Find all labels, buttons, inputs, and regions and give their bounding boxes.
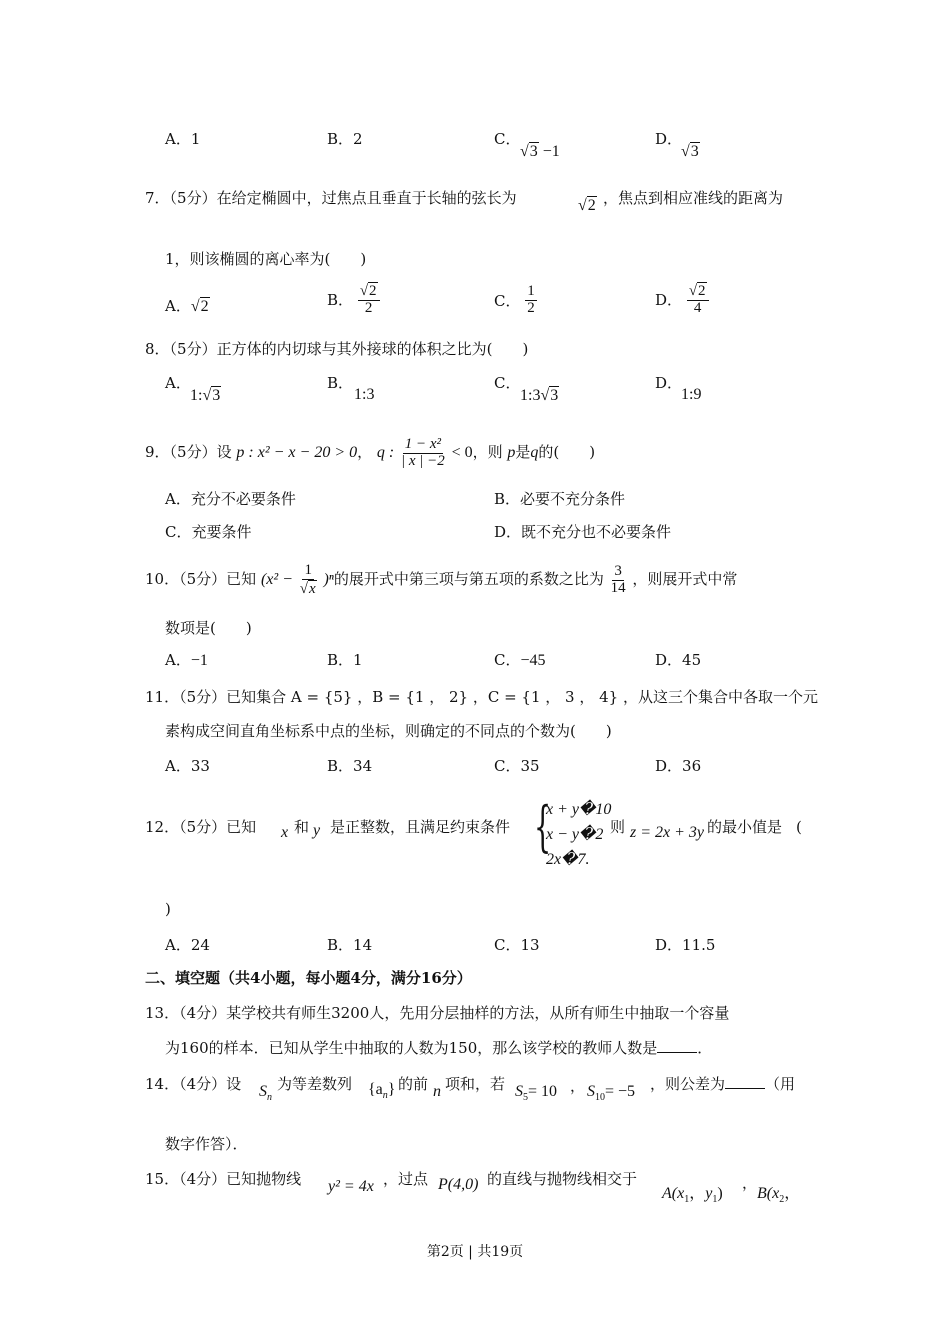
q7-option-b-fraction: $\frac{√2}{2}$ [358,282,380,317]
q15-parabola: y² = 4x [328,1178,374,1195]
q14-s10: $S_{10}= -5$ [587,1083,636,1104]
q8-stem: 8．（5分）正方体的内切球与其外接球的体积之比为( ) [145,340,529,358]
q14-comma: ， [570,1077,586,1095]
q12-and: 和 [294,818,310,836]
q8-option-b-value: 1:3 [354,386,375,403]
q9-option-c: C．充要条件 [165,523,252,541]
q8-option-d-value: 1:9 [681,386,702,403]
q7-option-c-fraction: $\frac{1}{2}$ [527,283,535,316]
q15-sep: ， [742,1174,758,1192]
q12-option-a: A．24 [165,936,210,954]
q12-var-y: y [313,822,321,839]
q12-then: 则 [610,818,626,836]
q7-stem-line1: 7．（5分）在给定椭圆中，过焦点且垂直于长轴的弦长为 [145,189,517,207]
q12-stem-a: 12．（5分）已知 [145,818,257,836]
q10-option-b: B．1 [327,651,363,669]
q14-s5: $S_5= 10$ [515,1083,558,1104]
q12-close-paren: ) [165,900,171,918]
q12-constraint-3: 2x�7. [546,851,590,868]
q7-stem-line1b: ，焦点到相应准线的距离为 [603,189,784,207]
q12-stem-b: 是正整数，且满足约束条件 [330,818,511,836]
q13-answer-blank [657,1038,697,1053]
q14-sn: $S_n$ [259,1083,272,1104]
q15-point-b: $B(x_2$， [757,1185,801,1206]
q7-option-b: B． $\frac{√2}{2}$ [327,282,380,317]
q12-option-b: B．14 [327,936,373,954]
q6-option-b: B．2 [327,130,363,148]
q14-n: n [433,1083,441,1100]
q12-stem-c: 的最小值是 [707,818,783,836]
q6-option-a: A．1 [165,130,201,148]
q6-option-c: C． [494,130,521,148]
q14-stem-c: 的前 [398,1075,429,1093]
q15-stem-c: 的直线与抛物线相交于 [487,1170,638,1188]
q10-option-d: D．45 [655,651,702,669]
q14-stem-line2: 数字作答）． [165,1135,248,1153]
q14-stem-e: ，则公差为 （用 [650,1075,796,1093]
page-footer: 第2页 | 共19页 [426,1244,524,1260]
q9-option-b: B．必要不充分条件 [494,490,626,508]
q6-option-d: D． [655,130,683,148]
q7-option-d: D． $\frac{√2}{4}$ [655,282,709,317]
q9-q-fraction: $\frac{\text{1 − x²}}{| x | -2}$ [401,435,445,469]
q12-constraint-1: x + y�10 [546,801,612,818]
q11-option-c: C．35 [494,757,540,775]
q12-system-brace: { [534,795,552,858]
q12-constraint-2: x − y�2 [546,826,604,843]
q12-open-paren: ( [796,818,802,836]
q11-option-d: D．36 [655,757,702,775]
q6-option-c-value: √3 −1 [520,143,560,160]
q8-option-a-label: A． [165,374,191,392]
q15-point-p: P(4,0) [438,1176,479,1193]
q15-point-a: $A(x_1$，$y_1$) [662,1185,723,1206]
q7-option-d-fraction: $\frac{√2}{4}$ [687,282,709,317]
q11-stem-line1: 11．（5分）已知集合 A = {5} ，B = {1 ， 2} ，C = {1 ， 3 ， 4} ，从这三个集合中各取一个元 [145,688,818,706]
q12-option-d: D．11.5 [655,936,716,954]
q12-objective: z = 2x + 3y [630,824,705,841]
q10-option-c: C．−45 [494,651,546,669]
q10-stem-line2: 数项是( ) [165,619,252,637]
q9-stem: 9．（5分）设 p : x² − x − 20 > 0， q : $\frac{\text{1 − x²}}{| x | -2}$ < 0，则 p是q的( ) [145,435,596,469]
q8-option-a-value: 1:√3 [190,387,221,404]
q8-option-c-value: 1:3√3 [520,387,559,404]
q13-stem-line1: 13．（4分）某学校共有师生3200人，先用分层抽样的方法，从所有师生中抽取一个容量 [145,1004,730,1022]
q14-an: $\{a_n\}$ [368,1081,396,1102]
q10-stem-line1: 10．（5分）已知 (x² − $\frac{1}{√x}$ )ⁿ的展开式中第三项与第五项的系数之比为 $\frac{3}{14}$ ，则展开式中常 [145,561,738,597]
q7-stem-line2: 1，则该椭圆的离心率为( ) [165,250,367,268]
q12-option-c: C．13 [494,936,540,954]
q9-option-d: D．既不充分也不必要条件 [494,523,672,541]
q15-stem-b: ，过点 [383,1170,429,1188]
q10-expr-fraction: $\frac{1}{√x}$ [299,561,316,597]
q10-option-a: A．−1 [165,651,208,669]
q13-stem-line2: 为160的样本．已知从学生中抽取的人数为150，那么该学校的教师人数是 ． [165,1039,713,1057]
q14-stem-b: 为等差数列 [277,1075,353,1093]
q10-ratio-fraction: $\frac{3}{14}$ [610,562,626,596]
q12-var-x: x [281,824,289,841]
q9-option-a: A．充分不必要条件 [165,490,296,508]
q8-option-d-label: D． [655,374,683,392]
q15-stem-a: 15．（4分）已知抛物线 [145,1170,302,1188]
q14-answer-blank [725,1074,765,1089]
q14-stem-d: 项和，若 [445,1075,506,1093]
q7-chord-length: √2 [578,197,596,214]
q11-stem-line2: 素构成空间直角坐标系中点的坐标，则确定的不同点的个数为( ) [165,722,612,740]
q11-option-b: B．34 [327,757,373,775]
q8-option-c-label: C． [494,374,521,392]
q8-option-b-label: B． [327,374,354,392]
section-2-title: 二、填空题（共4小题，每小题4分，满分16分） [145,969,472,987]
q7-option-c: C． $\frac{1}{2}$ [494,283,535,316]
q7-option-a: A．√2 [165,297,209,315]
q14-stem-a: 14．（4分）设 [145,1075,242,1093]
q6-option-d-value: √3 [681,143,699,160]
q11-option-a: A．33 [165,757,210,775]
